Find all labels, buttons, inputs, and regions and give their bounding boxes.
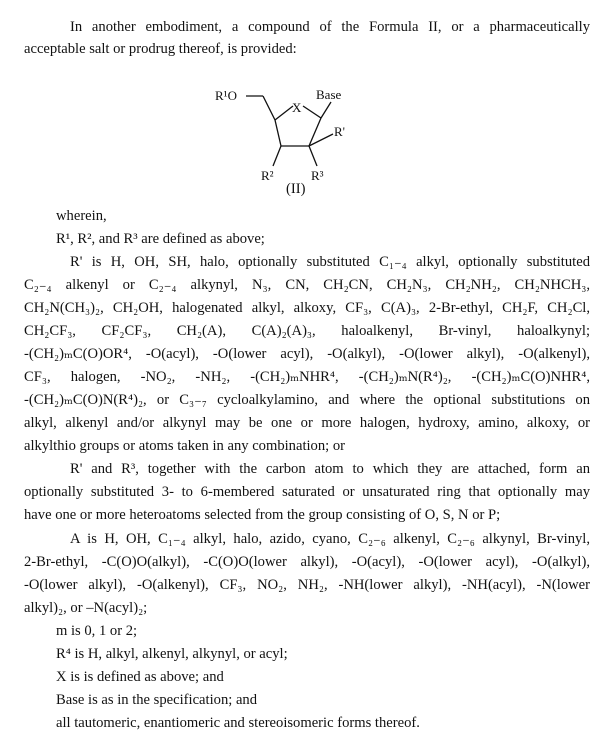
rprime-def-line-2: C₂₋₄ alkenyl or C₂₋₄ alkynyl, N₃, CN, CH₂CN, CH₂N₃, CH₂NH₂, CH₂NHCH₃, <box>24 277 590 293</box>
m-def-line: m is 0, 1 or 2; <box>56 623 138 639</box>
rprime-def-line-1: R' is H, OH, SH, halo, optionally substituted C₁₋₄ alkyl, optionally substituted <box>70 254 590 270</box>
rprime-def-line-8: alkyl, alkenyl and/or alkynyl may be one or more halogen, hydroxy, amino, alkoxy, or <box>24 415 590 431</box>
a-def-line-1: A is H, OH, C₁₋₄ alkyl, halo, azido, cyano, C₂₋₆ alkenyl, C₂₋₆ alkynyl, Br-vinyl, <box>70 531 590 547</box>
r4-def-line: R⁴ is H, alkyl, alkenyl, alkynyl, or acyl; <box>56 646 288 662</box>
rprime-def-line-7: -(CH₂)ₘC(O)N(R⁴)₂, or C₃₋₇ cycloalkylamino, and where the optional substitutions on <box>24 392 590 408</box>
a-def-line-3: -O(lower alkyl), -O(alkenyl), CF₃, NO₂, NH₂, -NH(lower alkyl), -NH(acyl), -N(lower <box>24 577 590 593</box>
rprime-def-line-6: CF₃, halogen, -NO₂, -NH₂, -(CH₂)ₘNHR⁴, -(CH₂)ₘN(R⁴)₂, -(CH₂)ₘC(O)NHR⁴, <box>24 369 590 385</box>
rprime-label: R' <box>334 124 346 139</box>
x-label: X <box>292 100 302 115</box>
x-def-line: X is is defined as above; and <box>56 669 224 685</box>
r1o-label: R¹O <box>215 88 237 103</box>
ring-def-line-1: R' and R³, together with the carbon atom to which they are attached, form an <box>70 461 590 477</box>
rprime-def-line-5: -(CH₂)ₘC(O)OR⁴, -O(acyl), -O(lower acyl), -O(alkyl), -O(lower alkyl), -O(alkenyl), <box>24 346 590 362</box>
a-def-line-2: 2-Br-ethyl, -C(O)O(alkyl), -C(O)O(lower alkyl), -O(acyl), -O(lower acyl), -O(alkyl), <box>24 554 590 570</box>
ring-def-line-3: have one or more heteroatoms selected from the group consisting of O, S, N or P; <box>24 507 501 523</box>
a-def-line-4: alkyl)₂, or –N(acyl)₂; <box>24 600 148 616</box>
wherein-line: wherein, <box>56 208 107 224</box>
base-label: Base <box>316 87 342 102</box>
r3-label: R³ <box>311 168 324 183</box>
formula-label: (II) <box>286 181 306 197</box>
formula-ii-structure <box>205 84 385 190</box>
r2-label: R² <box>261 168 274 183</box>
ring-def-line-2: optionally substituted 3- to 6-membered saturated or unsaturated ring that optionally may <box>24 484 590 500</box>
r-definitions-line: R¹, R², and R³ are defined as above; <box>56 231 265 247</box>
intro-line-2: acceptable salt or prodrug thereof, is provided: <box>24 41 297 57</box>
base-def-line: Base is as in the specification; and <box>56 692 258 708</box>
intro-line-1: In another embodiment, a compound of the Formula II, or a pharmaceutically <box>70 19 590 35</box>
rprime-def-line-9: alkylthio groups or atoms taken in any combination; or <box>24 438 346 454</box>
rprime-def-line-3: CH₂N(CH₃)₂, CH₂OH, halogenated alkyl, alkoxy, CF₃, C(A)₃, 2-Br-ethyl, CH₂F, CH₂Cl, <box>24 300 590 316</box>
rprime-def-line-4: CH₂CF₃, CF₂CF₃, CH₂(A), C(A)₂(A)₃, haloalkenyl, Br-vinyl, haloalkynyl; <box>24 323 590 339</box>
forms-def-line: all tautomeric, enantiomeric and stereoisomeric forms thereof. <box>56 715 420 731</box>
